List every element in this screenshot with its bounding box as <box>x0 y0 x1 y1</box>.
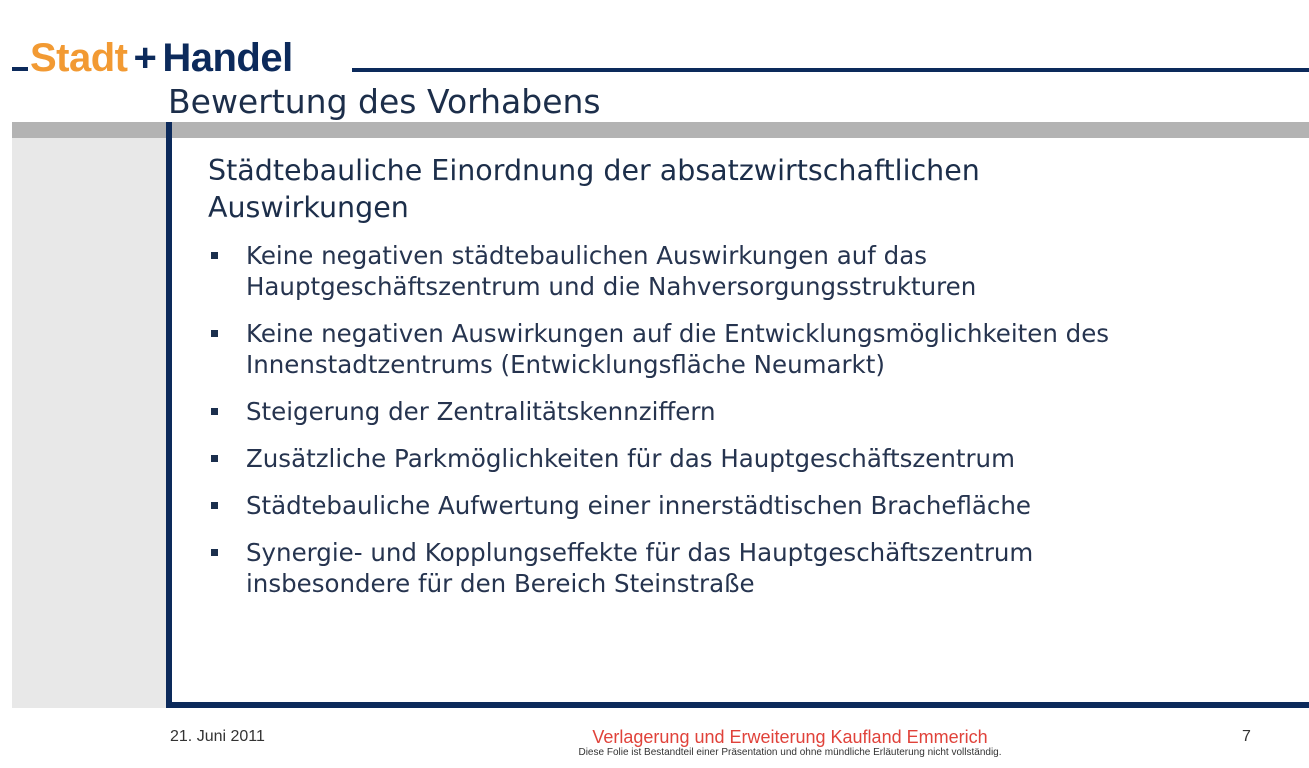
bullet-list <box>208 240 1298 599</box>
bullet-item <box>208 240 1298 302</box>
section-heading: Städtebauliche Einordnung der absatzwirtschaftlichen Auswirkungen <box>208 154 980 224</box>
slide-content <box>208 152 1298 615</box>
header-rule <box>352 68 1309 72</box>
bullet-item <box>208 490 1298 521</box>
bullet-text: Zusätzliche Parkmöglichkeiten für das Hauptgeschäftszentrum <box>246 444 1015 473</box>
logo-stadt: Stadt <box>30 36 128 80</box>
bullet-item <box>208 443 1298 474</box>
page-title: Bewertung des Vorhabens <box>168 82 601 121</box>
footer-date: 21. Juni 2011 <box>170 728 265 745</box>
bullet-text: Städtebauliche Aufwertung einer innerstädtischen Brachefläche <box>246 491 1031 520</box>
bullet-text: Synergie- und Kopplungseffekte für das Hauptgeschäftszentrum insbesondere für den Bereich Steinstraße <box>246 538 1034 598</box>
footer-note: Diese Folie ist Bestandteil einer Präsentation und ohne mündliche Erläuterung nicht vollständig. <box>578 747 1002 758</box>
bullet-item <box>208 537 1298 599</box>
bullet-text: Steigerung der Zentralitätskennziffern <box>246 397 716 426</box>
content-frame-bottom <box>166 702 1309 708</box>
bullet-text: Keine negativen städtebaulichen Auswirkungen auf das Hauptgeschäftszentrum und die Nahversorgungsstrukturen <box>246 241 977 301</box>
page-number: 7 <box>1242 728 1251 745</box>
bullet-square-icon <box>211 455 218 462</box>
footer-title: Verlagerung und Erweiterung Kaufland Emmerich <box>592 727 988 747</box>
bullet-square-icon <box>211 408 218 415</box>
logo-plus: + <box>133 36 157 80</box>
logo-handel: Handel <box>162 36 293 80</box>
bullet-square-icon <box>211 502 218 509</box>
bullet-square-icon <box>211 330 218 337</box>
content-frame-left <box>166 122 172 708</box>
bullet-item <box>208 396 1298 427</box>
gray-band <box>12 122 1309 138</box>
bullet-item <box>208 318 1298 380</box>
footer-center <box>470 727 1110 759</box>
bullet-text: Keine negativen Auswirkungen auf die Entwicklungsmöglichkeiten des Innenstadtzentrums (Entwicklungsfläche Neumarkt) <box>246 319 1110 379</box>
bullet-square-icon <box>211 549 218 556</box>
stadt-handel-logo <box>30 36 293 80</box>
left-panel <box>12 138 166 708</box>
bullet-square-icon <box>211 252 218 259</box>
logo-dash <box>12 67 28 71</box>
